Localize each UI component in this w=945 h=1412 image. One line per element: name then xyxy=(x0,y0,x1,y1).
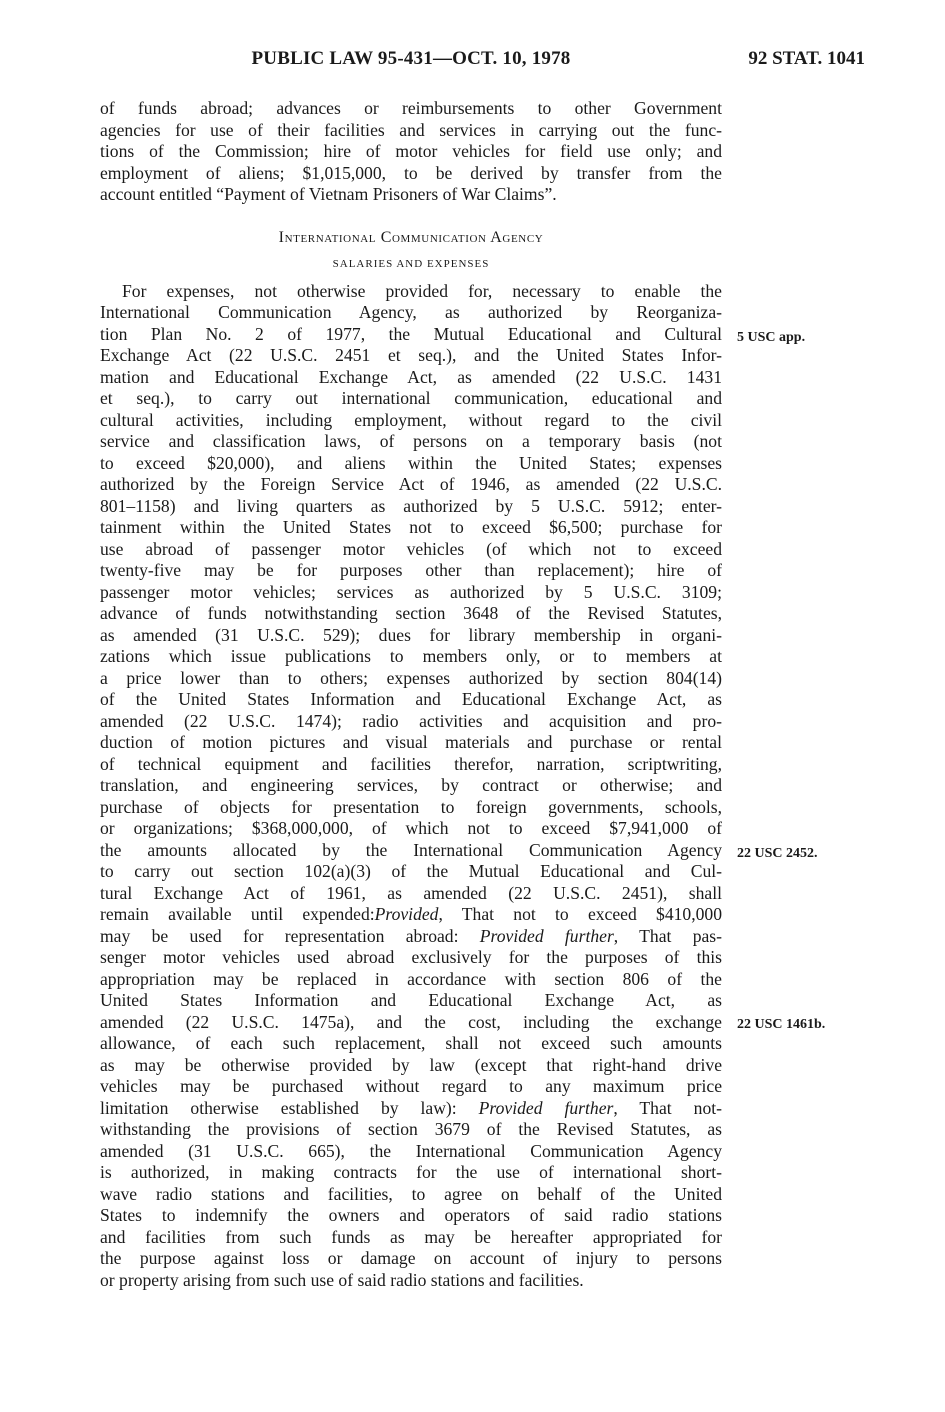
text-line: employment of aliens; $1,015,000, to be derived by transfer from the xyxy=(100,162,722,183)
text-line: amended (31 U.S.C. 665), the International Communication Agency xyxy=(100,1140,722,1161)
text-line: et seq.), to carry out international communication, educational and xyxy=(100,388,722,408)
text-line: tural Exchange Act of 1961, as amended (22 U.S.C. 2451), shall xyxy=(100,882,722,903)
text-line: as may be otherwise provided by law (except that right-hand drive xyxy=(100,1054,722,1075)
text-line: use abroad of passenger motor vehicles (of which not to exceed xyxy=(100,538,722,559)
text-line: International Communication Agency, as authorized by Reorganiza- xyxy=(100,302,722,322)
text-line: wave radio stations and facilities, to agree on behalf of the United xyxy=(100,1183,722,1204)
text-line: or property arising from such use of said radio stations and facilities. xyxy=(100,1269,584,1290)
text-line: is authorized, in making contracts for the use of international short- xyxy=(100,1162,722,1182)
text-line: agencies for use of their facilities and services in carrying out the func- xyxy=(100,119,722,140)
text-line: of technical equipment and facilities therefor, narration, scriptwriting, xyxy=(100,753,722,774)
text-line: duction of motion pictures and visual materials and purchase or rental xyxy=(100,732,722,752)
text-line: vehicles may be purchased without regard to any maximum price xyxy=(100,1076,722,1096)
margin-citation: 5 USC app. xyxy=(737,330,806,345)
text-segment: may be used for representation abroad: xyxy=(100,925,459,946)
text-line: zations which issue publications to members only, or to members at xyxy=(100,646,722,666)
text-line: to exceed $20,000), and aliens within the United States; expenses xyxy=(100,452,722,473)
section-heading: SALARIES AND EXPENSES xyxy=(332,257,490,270)
text-line: senger motor vehicles used abroad exclusively for the purposes of this xyxy=(100,947,722,967)
text-line: tions of the Commission; hire of motor vehicles for field use only; and xyxy=(100,141,722,161)
text-line: tainment within the United States not to exceed $6,500; purchase for xyxy=(100,517,722,537)
text-line: account entitled “Payment of Vietnam Prisoners of War Claims”. xyxy=(100,184,557,204)
text-line: authorized by the Foreign Service Act of 1946, as amended (22 U.S.C. xyxy=(100,474,722,494)
text-line: of the United States Information and Educational Exchange Act, as xyxy=(100,689,722,709)
text-line: tion Plan No. 2 of 1977, the Mutual Educational and Cultural xyxy=(100,323,722,344)
text-line: a price lower than to others; expenses authorized by section 804(14) xyxy=(100,667,722,688)
text-line: the purpose against loss or damage on account of injury to persons xyxy=(100,1248,722,1268)
proviso-italic: Provided further xyxy=(478,1097,614,1118)
text-line: cultural activities, including employment, without regard to the civil xyxy=(100,409,722,430)
text-line: translation, and engineering services, by contract or otherwise; and xyxy=(100,775,722,795)
text-segment: , That not- xyxy=(613,1097,722,1118)
text-line: twenty-five may be for purposes other than replacement); hire of xyxy=(100,560,722,580)
text-line: appropriation may be replaced in accordance with section 806 of the xyxy=(100,968,722,989)
text-line: allowance, of each such replacement, shall not exceed such amounts xyxy=(100,1033,722,1053)
text-line xyxy=(100,926,722,948)
text-line xyxy=(100,1098,722,1120)
statute-page-number: 92 STAT. 1041 xyxy=(748,48,865,69)
proviso-italic: Provided further xyxy=(479,925,614,946)
page-header xyxy=(100,48,865,78)
text-segment: , That pas- xyxy=(613,925,723,946)
text-line xyxy=(100,904,722,926)
text-line: 801–1158) and living quarters as authorized by 5 U.S.C. 5912; enter- xyxy=(100,495,722,516)
proviso-italic: Provided xyxy=(374,904,439,924)
text-line: the amounts allocated by the International Communication Agency xyxy=(100,839,722,860)
text-segment: , That not to exceed $410,000 xyxy=(438,904,722,924)
text-line: service and classification laws, of persons on a temporary basis (not xyxy=(100,431,722,451)
text-line: as amended (31 U.S.C. 529); dues for library membership in organi- xyxy=(100,624,722,645)
intro-paragraph xyxy=(100,98,722,206)
agency-heading: International Communication Agency xyxy=(278,228,544,246)
text-line: amended (22 U.S.C. 1475a), and the cost, including the exchange xyxy=(100,1011,722,1032)
text-segment: remain available until expended: xyxy=(100,904,375,924)
text-line: purchase of objects for presentation to foreign governments, schools, xyxy=(100,796,722,817)
margin-citation: 22 USC 1461b. xyxy=(737,1017,826,1032)
text-line: For expenses, not otherwise provided for, necessary to enable the xyxy=(122,280,722,301)
document-body xyxy=(100,98,722,1291)
text-line: passenger motor vehicles; services as authorized by 5 U.S.C. 3109; xyxy=(100,581,722,602)
text-line: United States Information and Educational Exchange Act, as xyxy=(100,990,722,1010)
main-paragraph xyxy=(100,281,722,1292)
text-line: to carry out section 102(a)(3) of the Mutual Educational and Cul- xyxy=(100,861,722,881)
text-line: mation and Educational Exchange Act, as amended (22 U.S.C. 1431 xyxy=(100,366,722,387)
text-line: withstanding the provisions of section 3679 of the Revised Statutes, as xyxy=(100,1119,722,1139)
text-line: and facilities from such funds as may be hereafter appropriated for xyxy=(100,1226,722,1247)
text-line: amended (22 U.S.C. 1474); radio activities and acquisition and pro- xyxy=(100,710,722,731)
public-law-header: PUBLIC LAW 95-431—OCT. 10, 1978 xyxy=(251,48,571,69)
text-line: of funds abroad; advances or reimbursements to other Government xyxy=(100,98,722,118)
margin-citation: 22 USC 2452. xyxy=(737,846,818,861)
text-line: Exchange Act (22 U.S.C. 2451 et seq.), and the United States Infor- xyxy=(100,345,722,365)
text-segment: limitation otherwise established by law): xyxy=(100,1097,457,1118)
text-line: or organizations; $368,000,000, of which not to exceed $7,941,000 of xyxy=(100,818,722,838)
text-line: States to indemnify the owners and operators of said radio stations xyxy=(100,1205,722,1225)
text-line: advance of funds notwithstanding section 3648 of the Revised Statutes, xyxy=(100,603,722,623)
